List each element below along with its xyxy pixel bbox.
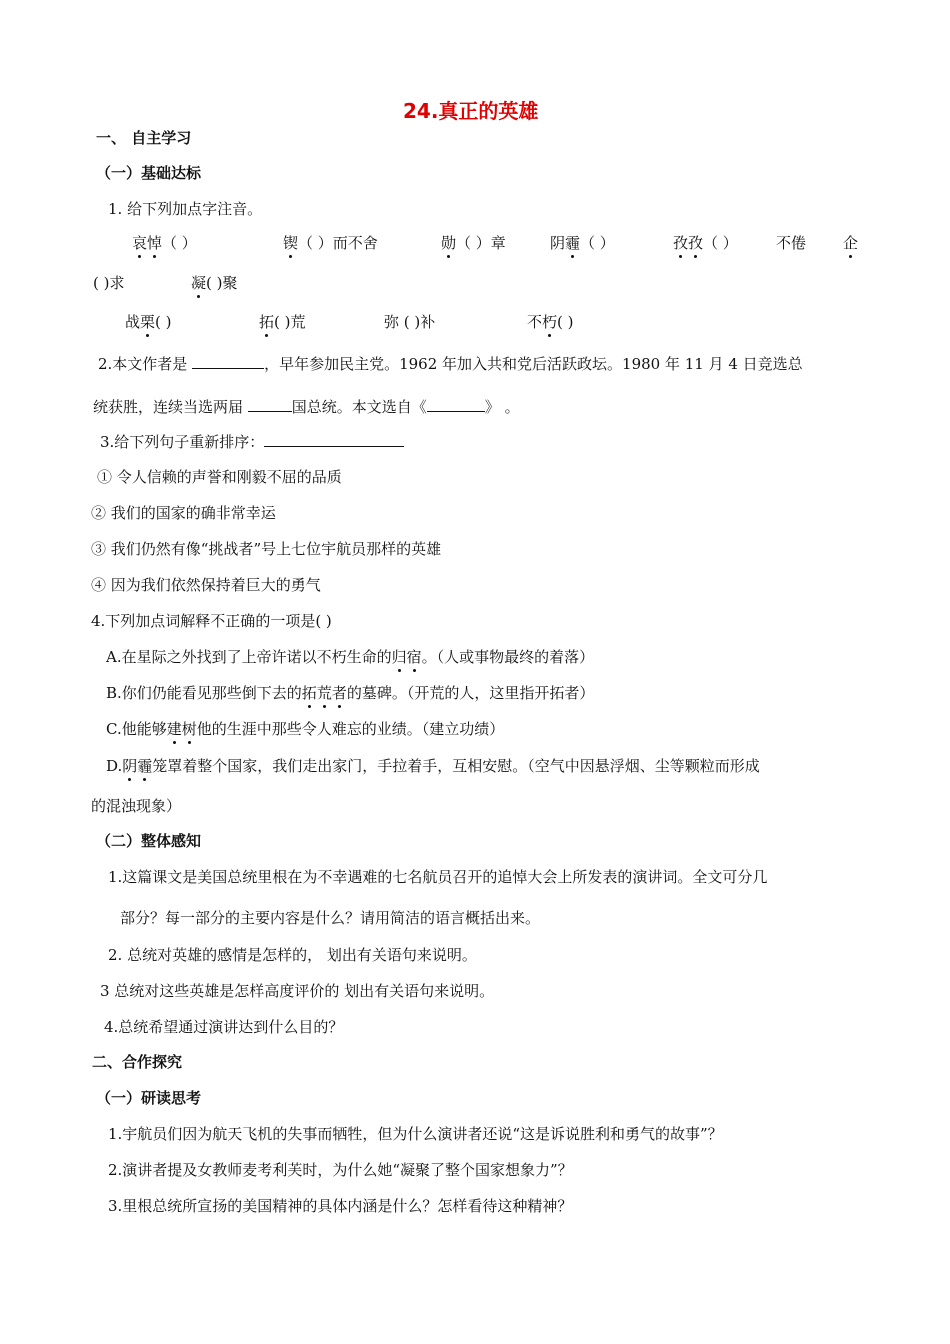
option-text: 他的生涯中那些令人难忘的业绩。（建立功绩）: [196, 720, 505, 738]
dotted-char: 锲: [283, 234, 299, 252]
option-a[interactable]: [106, 647, 594, 667]
option-text: 。（人或事物最终的着落）: [421, 648, 595, 666]
answer-blank[interactable]: （ ）: [703, 234, 738, 252]
dotted-char: 者: [331, 684, 347, 702]
perception-q2: 2. 总统对英雄的感情是怎样的， 划出有关语句来说明。: [108, 946, 477, 964]
question-2-text: 2.本文作者是: [98, 355, 193, 373]
subsection-heading-overall: （二）整体感知: [96, 832, 202, 850]
dotted-char: 孜: [688, 234, 704, 252]
question-2-cont: [93, 396, 520, 417]
question-2: [98, 353, 803, 374]
plain-char: 阴: [550, 234, 566, 252]
dotted-char: 阴: [122, 757, 138, 775]
answer-blank[interactable]: ( )聚: [206, 274, 238, 292]
dotted-char: 荒: [316, 684, 332, 702]
option-text: B.你们仍能看见那些倒下去的: [106, 684, 302, 702]
page-title: 24.真正的英雄: [403, 99, 539, 123]
option-text: D.: [106, 757, 123, 775]
dotted-char: 霾: [565, 234, 581, 252]
sentence-4: ④ 因为我们依然保持着巨大的勇气: [91, 576, 321, 594]
answer-blank[interactable]: ( )补: [399, 313, 436, 331]
answer-blank[interactable]: （ ）: [162, 234, 197, 252]
question-2-text: 统获胜，连续当选两届: [93, 398, 248, 416]
question-3-text: 3.给下列句子重新排序：: [100, 433, 265, 451]
dotted-char: 企: [843, 234, 859, 252]
option-text: A.在星际之外找到了上帝许诺以不朽生命的: [106, 648, 392, 666]
author-blank[interactable]: [192, 353, 264, 369]
option-text: 笼罩着整个国家，我们走出家门，手拉着手，互相安慰。（空气中因悬浮烟、尘等颗粒而形成: [152, 757, 760, 775]
option-d-cont: 的混浊现象）: [91, 797, 182, 815]
answer-blank[interactable]: （ ）: [580, 234, 615, 252]
dotted-char: 凝: [191, 274, 207, 292]
perception-q1-cont: 部分？每一部分的主要内容是什么？请用简洁的语言概括出来。: [120, 909, 541, 927]
dotted-char: 树: [181, 720, 197, 738]
perception-q4: 4.总统希望通过演讲达到什么目的？: [104, 1018, 344, 1036]
option-b[interactable]: [106, 683, 594, 703]
plain-char: 战: [125, 313, 141, 331]
question-2-text: 国总统。本文选自《: [291, 398, 427, 416]
question-4: 4.下列加点词解释不正确的一项是( ): [91, 612, 332, 630]
option-text: C.他能够: [106, 720, 167, 738]
dotted-char: 霾: [137, 757, 153, 775]
answer-blank[interactable]: ( )荒: [274, 313, 306, 331]
sentence-1: ① 令人信赖的声誉和刚毅不屈的品质: [97, 468, 342, 486]
answer-blank[interactable]: ( ): [557, 313, 574, 331]
plain-char: 弥: [384, 313, 400, 331]
option-text: 的墓碑。（开荒的人，这里指开拓者）: [346, 684, 595, 702]
dotted-char: 孜: [673, 234, 689, 252]
question-2-text: ，早年参加民主党。1962 年加入共和党后活跃政坛。1980 年 11 月 4 日竞选总: [264, 355, 803, 373]
perception-q1: 1.这篇课文是美国总统里根在为不幸遇难的七名航员召开的追悼大会上所发表的演讲词。全文可分几: [108, 868, 768, 886]
dotted-char: 栗: [140, 313, 156, 331]
dotted-char: 拓: [259, 313, 275, 331]
answer-blank[interactable]: （ ）章: [456, 234, 506, 252]
subsection-heading-basics: （一）基础达标: [96, 164, 202, 182]
sentence-2: ② 我们的国家的确非常幸运: [91, 504, 276, 522]
section-heading-2: 二、合作探究: [92, 1053, 183, 1071]
subsection-heading-study: （一）研读思考: [96, 1089, 202, 1107]
answer-blank[interactable]: ( ): [155, 313, 172, 331]
option-d[interactable]: [106, 756, 760, 776]
order-blank[interactable]: [264, 431, 404, 447]
dotted-char: 建: [166, 720, 182, 738]
question-2-text: 》 。: [484, 398, 520, 416]
country-blank[interactable]: [248, 396, 292, 412]
dotted-char: 拓: [301, 684, 317, 702]
section-heading-1: 一、 自主学习: [96, 129, 192, 147]
dotted-char: 宿: [406, 648, 422, 666]
answer-blank[interactable]: ( )求: [93, 274, 125, 292]
option-c[interactable]: [106, 719, 504, 739]
perception-q3: 3 总统对这些英雄是怎样高度评价的 划出有关语句来说明。: [100, 982, 495, 1000]
dotted-char: 朽: [542, 313, 558, 331]
plain-char: 不: [527, 313, 543, 331]
source-blank[interactable]: [427, 396, 485, 412]
dotted-char: 悼: [147, 234, 163, 252]
question-1: 1. 给下列加点字注音。: [108, 200, 263, 218]
question-3: [100, 431, 404, 452]
plain-text: 不倦: [776, 234, 807, 252]
sentence-3: ③ 我们仍然有像“挑战者”号上七位宇航员那样的英雄: [91, 540, 442, 558]
dotted-char: 哀: [132, 234, 148, 252]
answer-blank[interactable]: （ ）而不舍: [298, 234, 378, 252]
dotted-char: 勋: [441, 234, 457, 252]
dotted-char: 归: [391, 648, 407, 666]
study-q3: 3.里根总统所宣扬的美国精神的具体内涵是什么？怎样看待这种精神？: [108, 1197, 573, 1215]
study-q2: 2.演讲者提及女教师麦考利芙时，为什么她“凝聚了整个国家想象力”？: [108, 1161, 573, 1179]
study-q1: 1.宇航员们因为航天飞机的失事而牺牲，但为什么演讲者还说“这是诉说胜利和勇气的故事”？: [108, 1125, 723, 1143]
